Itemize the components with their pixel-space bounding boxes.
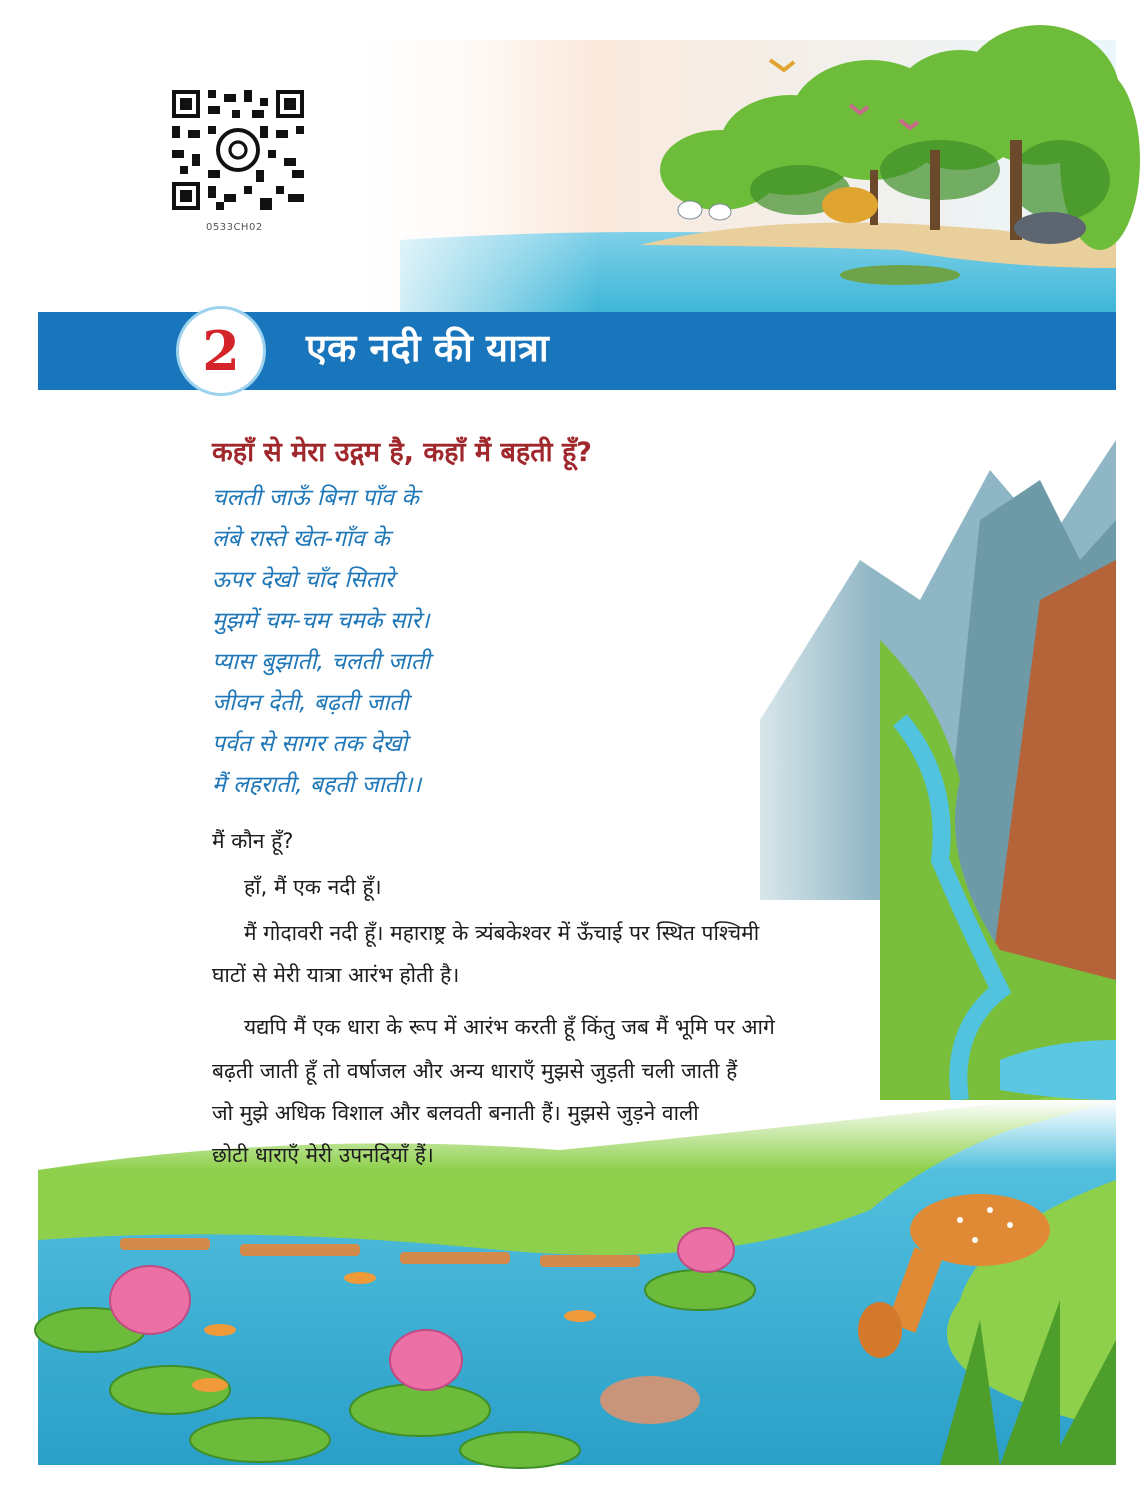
poem-line: लंबे रास्ते खेत-गाँव के xyxy=(212,526,390,552)
question-text: मैं कौन हूँ? xyxy=(212,829,294,853)
paragraph-line: बढ़ती जाती हूँ तो वर्षाजल और अन्य धाराएँ मुझसे जुड़ती चली जाती हैं xyxy=(212,1059,738,1083)
poem-line: ऊपर देखो चाँद सितारे xyxy=(212,567,395,593)
poem-line: चलती जाऊँ बिना पाँव के xyxy=(212,485,419,511)
poem-line: प्यास बुझाती, चलती जाती xyxy=(212,649,430,675)
paragraph-line: छोटी धाराएँ मेरी उपनदियाँ हैं। xyxy=(212,1143,434,1167)
poem xyxy=(212,478,430,806)
qr-code-label: 0533CH02 xyxy=(206,222,263,233)
paragraph-line: जो मुझे अधिक विशाल और बलवती बनाती हैं। मुझसे जुड़ने वाली xyxy=(212,1101,699,1125)
chapter-title: एक नदी की यात्रा xyxy=(306,326,549,370)
chapter-number-badge xyxy=(176,306,266,396)
poem-line: जीवन देती, बढ़ती जाती xyxy=(212,690,409,716)
paragraph-line: यद्यपि मैं एक धारा के रूप में आरंभ करती हूँ किंतु जब मैं भूमि पर आगे xyxy=(244,1015,775,1039)
poem-line: मुझमें चम-चम चमके सारे। xyxy=(212,608,430,634)
paragraph-line: मैं गोदावरी नदी हूँ। महाराष्ट्र के त्र्यंबकेश्वर में ऊँचाई पर स्थित पश्चिमी xyxy=(244,921,760,945)
poem-line: मैं लहराती, बहती जाती।। xyxy=(212,772,422,798)
poem-line: पर्वत से सागर तक देखो xyxy=(212,731,408,757)
answer-text: हाँ, मैं एक नदी हूँ। xyxy=(244,875,382,899)
qr-code-icon[interactable] xyxy=(172,90,304,210)
poem-heading: कहाँ से मेरा उद्गम है, कहाँ मैं बहती हूँ? xyxy=(212,437,592,468)
top-forest-scene xyxy=(340,25,1140,312)
paragraph-line: घाटों से मेरी यात्रा आरंभ होती है। xyxy=(212,963,460,987)
chapter-number: 2 xyxy=(202,319,240,383)
